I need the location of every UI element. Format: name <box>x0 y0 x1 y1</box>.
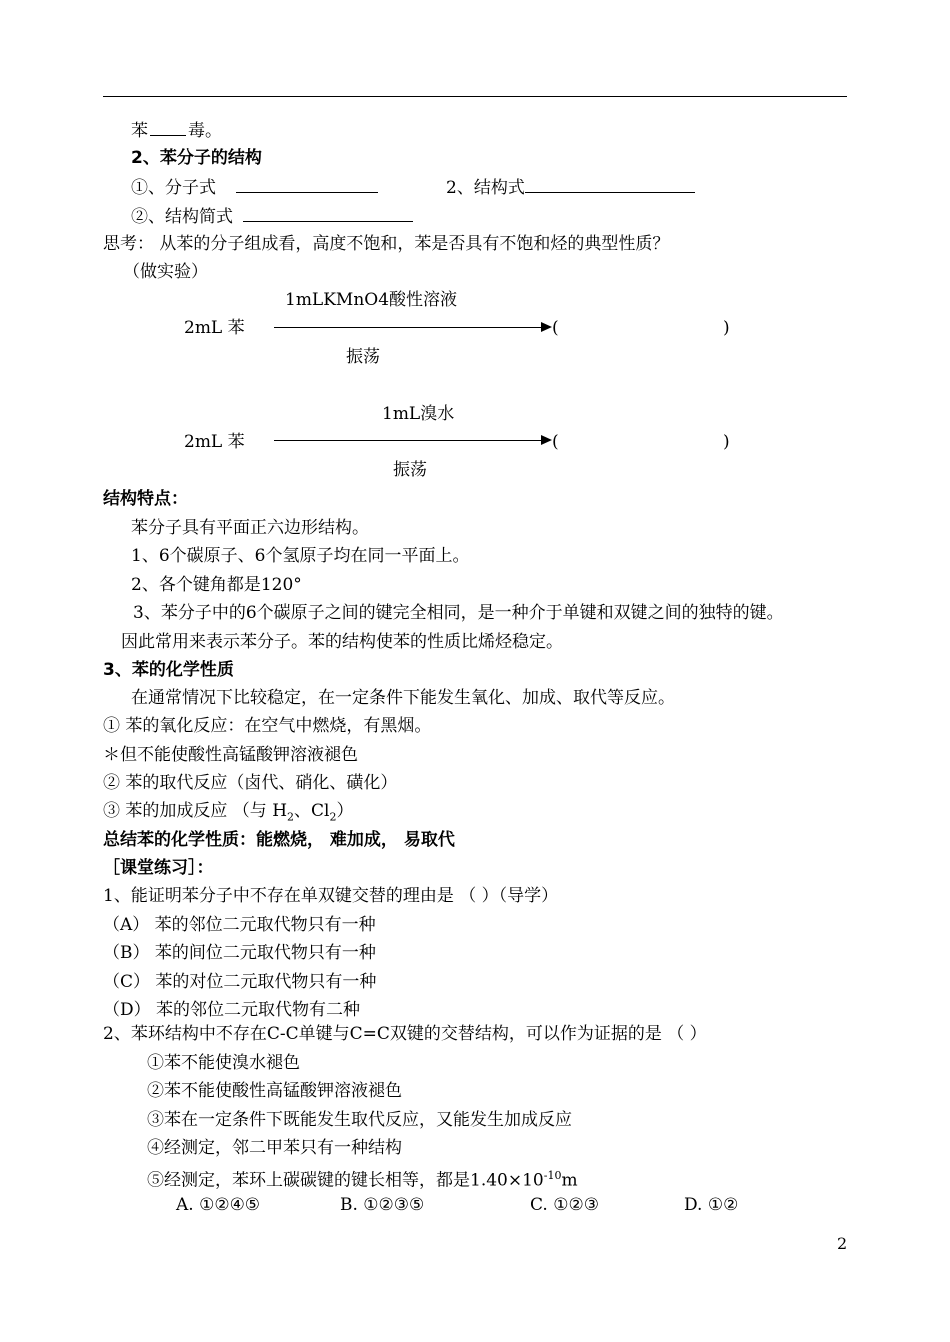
fill-blank <box>243 206 413 222</box>
superscript: -10 <box>543 1169 562 1182</box>
question-2-item: ④经测定，邻二甲苯只有一种结构 <box>147 1138 402 1158</box>
condensed-formula-label: ②、结构简式 <box>131 207 233 227</box>
reaction-1-arrow <box>274 327 542 328</box>
reaction-2-condition: 振荡 <box>393 460 427 480</box>
molecular-formula-line <box>131 177 378 198</box>
experiment-note: （做实验） <box>123 262 208 282</box>
addition-text: 、Cl <box>294 801 330 821</box>
reaction-1-close-paren: ) <box>723 318 730 338</box>
think-question: 思考： 从苯的分子组成看，高度不饱和，苯是否具有不饱和烃的典型性质？ <box>103 234 670 254</box>
section-3-title: 3、苯的化学性质 <box>103 660 234 680</box>
question-2-item <box>147 1166 578 1191</box>
reaction-2-open-paren: ( <box>552 432 559 452</box>
structural-formula-label: 2、结构式 <box>446 178 525 198</box>
line-suffix: 毒。 <box>188 121 222 141</box>
chem-property-line: ＊但不能使酸性高锰酸钾溶液褪色 <box>103 745 358 765</box>
question-1-option: （A） 苯的邻位二元取代物只有一种 <box>103 915 376 935</box>
structural-formula-line <box>446 177 695 198</box>
subscript: 2 <box>287 810 295 824</box>
question-1-stem: 1、能证明苯分子中不存在单双键交替的理由是 （ ）（导学） <box>103 886 559 906</box>
feature-line: 1、6个碳原子、6个氢原子均在同一平面上。 <box>131 546 470 566</box>
question-2-item: ③苯在一定条件下既能发生取代反应，又能发生加成反应 <box>147 1110 572 1130</box>
structure-features-title: 结构特点： <box>103 489 188 509</box>
question-2-item: ①苯不能使溴水褪色 <box>147 1053 300 1073</box>
addition-text: ③ 苯的加成反应 （与 H <box>103 801 288 821</box>
feature-line: 因此常用来表示苯分子。苯的结构使苯的性质比烯烃稳定。 <box>121 632 563 652</box>
arrowhead-icon <box>541 435 552 445</box>
question-2-choice: A. ①②④⑤ <box>176 1195 261 1215</box>
question-2-stem: 2、苯环结构中不存在C-C单键与C=C双键的交替结构，可以作为证据的是 （ ） <box>103 1024 707 1044</box>
arrowhead-icon <box>541 322 552 332</box>
chem-property-line: ① 苯的氧化反应：在空气中燃烧，有黑烟。 <box>103 716 432 736</box>
question-1-option: （D） 苯的邻位二元取代物有二种 <box>103 1000 361 1020</box>
reaction-1-condition: 振荡 <box>346 347 380 367</box>
page-number: 2 <box>837 1234 848 1253</box>
addition-text: ） <box>336 801 354 821</box>
question-2-item: ②苯不能使酸性高锰酸钾溶液褪色 <box>147 1081 402 1101</box>
toxicity-line <box>131 120 222 141</box>
reaction-1-open-paren: ( <box>552 318 559 338</box>
reaction-2-close-paren: ) <box>723 432 730 452</box>
addition-reaction-line <box>103 801 354 827</box>
question-1-option: （B） 苯的间位二元取代物只有一种 <box>103 943 376 963</box>
question-1-option: （C） 苯的对位二元取代物只有一种 <box>103 972 377 992</box>
line-prefix: 苯 <box>131 121 148 141</box>
summary-line: 总结苯的化学性质：能燃烧， 难加成， 易取代 <box>103 830 455 850</box>
question-2-choice: D. ①② <box>684 1195 739 1215</box>
practice-title: ［课堂练习］： <box>103 858 214 878</box>
feature-line: 苯分子具有平面正六边形结构。 <box>131 518 369 538</box>
section-2-title: 2、苯分子的结构 <box>131 148 262 168</box>
feature-line: 3、苯分子中的6个碳原子之间的键完全相同，是一种介于单键和双键之间的独特的键。 <box>133 603 784 623</box>
fill-blank <box>525 177 695 193</box>
reaction-2-reactant: 2mL 苯 <box>184 432 245 452</box>
fill-blank <box>150 120 186 136</box>
fill-blank <box>236 177 378 193</box>
reaction-2-reagent: 1mL溴水 <box>382 404 455 424</box>
reaction-1-reagent: 1mLKMnO4酸性溶液 <box>285 290 458 310</box>
question-2-choice: C. ①②③ <box>530 1195 599 1215</box>
chem-property-line: ② 苯的取代反应（卤代、硝化、磺化） <box>103 773 398 793</box>
question-2-choice: B. ①②③⑤ <box>340 1195 425 1215</box>
reaction-2-arrow <box>274 440 542 441</box>
molecular-formula-label: ①、分子式 <box>131 178 216 198</box>
feature-line: 2、各个键角都是120° <box>131 575 302 595</box>
header-rule <box>103 96 847 97</box>
chem-property-line: 在通常情况下比较稳定，在一定条件下能发生氧化、加成、取代等反应。 <box>131 688 675 708</box>
item-text: ⑤经测定，苯环上碳碳键的键长相等，都是1.40×10 <box>147 1170 544 1191</box>
condensed-formula-line <box>131 206 413 227</box>
reaction-1-reactant: 2mL 苯 <box>184 318 245 338</box>
subscript: 2 <box>329 810 337 824</box>
item-text: m <box>561 1170 578 1191</box>
